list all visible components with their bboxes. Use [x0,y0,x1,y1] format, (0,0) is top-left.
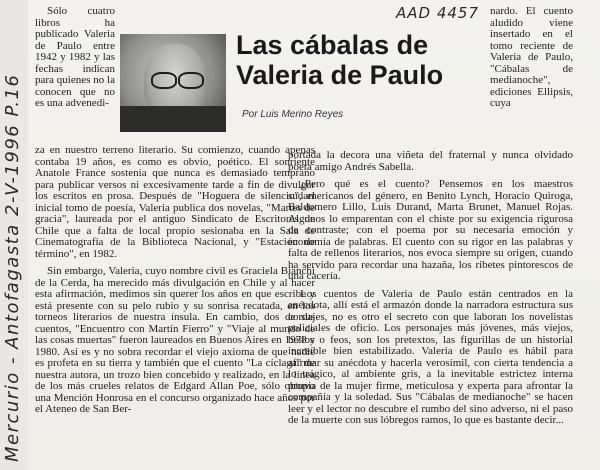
paragraph-3-continued: portada la decora una viñeta del fraternal y nunca olvidado poeta amigo Andrés Sabella. [288,149,573,173]
paragraph-5: Los cuentos de Valeria de Paulo están centrados en la anécdota, allí está el armazón donde la narradora estructura sus cordajes, no es otro el secreto con que laboran los novelistas policiales de oficio. Los personajes más jóvenes, más viejos, bellos o feos, son los pretextos, las figurillas de un historial increíble bien estabilizado. Valeria de Paulo es hábil para afirmar su anécdota y hacerla verosímil, con cierta tendencia a lo trágico, al ambiente gris, a la inevitable estrictez interna propia de la mujer firme, meticulosa y experta para afrontar la compañía y la soledad. Sus "Cábalas de medianoche" se hacen leer y el lector no descubre el rumbo del sino adverso, ni el paso de la muerte con sus lóbregos ramos, lo que es bastante decir... [288,287,573,426]
intro-paragraph: Sólo cuatro libros ha publicado Valeria de Paulo entre 1942 y 1982 y las fechas indican para quienes no la conocen que no es una advenedi- [35,5,115,109]
handwritten-margin-note [0,0,26,470]
paragraph-1-continued: za en nuestro terreno literario. Su comienzo, cuando apenas contaba 19 años, es como es obvio, poético. El sonriente Anatole France sostenía que nunca es demasiado temprano para publicar versos ni excesivamente tarde a fin de divulgar los escritos en prosa. Después de "Hoguera de silencio", el inicial tomo de poesía, Valeria publica dos novelas, "Martes de gracia", laureada por el antiguo Sindicato de Escritores de Chile que a falta de local propio sesionaba en la Sala de Cinematografía de la Biblioteca Nacional, y "Estación de término", en 1982. [35,144,315,260]
article-title: Las cábalas de Valeria de Paulo [236,30,444,90]
author-portrait-photo [120,34,226,132]
eyeglasses-left [151,72,177,89]
paragraph-4: ¿Pero qué es el cuento? Pensemos en los maestros sudamericanos del género, en Benito Lynch, Horacio Quiroga, Baldomero Lillo, Luis Durand, Marta Brunet, Manuel Rojas. Algunos lo emparentan con el chiste por su exigencia rigurosa de contraste; con el poema por su necesaria emoción y economía de palabras. El cuento con su rigor en las palabras y falta de rellenos literarios, nos evoca siempre su origen, cuando ha servido para recordar una hazaña, los ribetes pintorescos de una cacería. [288,178,573,282]
body-column-left [35,145,315,416]
right-wrap-column [490,6,573,110]
handwritten-catalog-number: AAD 4457 [396,4,480,22]
portrait-coat [120,106,226,132]
intro-wrap-column [35,6,115,110]
right-wrap-paragraph: nardo. El cuento aludido viene insertado en el tomo reciente de Valeria de Paulo, "Cábalas de medianoche", ediciones Ellipsis, cuya [490,5,573,109]
paragraph-2: Sin embargo, Valeria, cuyo nombre civil es Graciela Bianchi de la Cerda, ha merecido más divulgación en Chile y al hacer esta afirmación, medimos sin querer los años en que escribe y está presente con su pelo rubio y su sonrisa recatada, en los torneos literarios de nuestra ínsula. En cambio, dos de sus cuentos, "Encuentro con Martín Fierro" y "Viaje al mundo de las cosas muertas" fueron laureados en Buenos Aires en 1978 y 1980. Así es y no sobra recordar el viejo axioma de que nadie es profeta en su tierra y también que el cuento "La cíclaga" de nuestra autora, un trozo bien concebido y realizado, en la línea de los más crueles relatos de Edgard Allan Poe, sólo obtuvo una Mención Honrosa en el concurso organizado hace años por el Ateneo de San Ber- [35,265,315,415]
handwritten-source-date: Mercurio - Antofagasta 2-V-1996 P.16 [2,73,23,462]
article-byline: Por Luis Merino Reyes [242,109,344,120]
body-column-right [288,150,573,427]
eyeglasses-right [178,72,204,89]
